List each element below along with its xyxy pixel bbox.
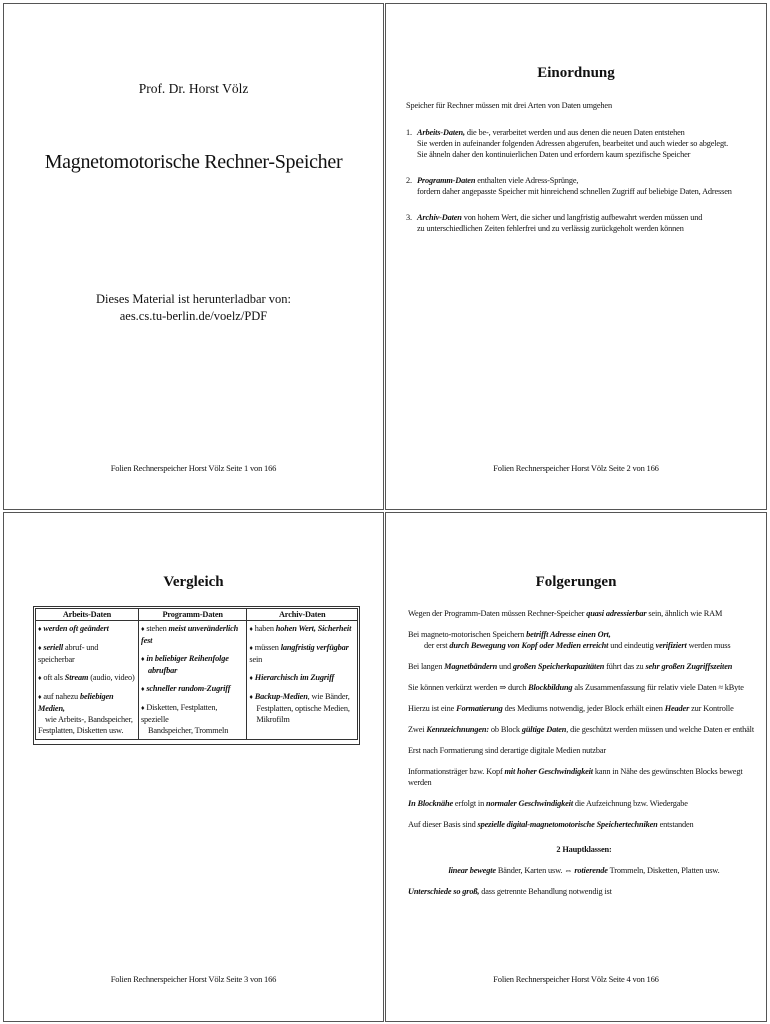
text-line: In Blocknähe erfolgt in normaler Geschwindigkeit die Aufzeichnung bzw. Wiedergabe bbox=[408, 799, 688, 808]
term: Archiv-Daten bbox=[417, 213, 462, 222]
text-line: Unterschiede so groß, dass getrennte Behandlung notwendig ist bbox=[408, 887, 612, 896]
text-line: Bei langen Magnetbändern und großen Speicherkapazitäten führt das zu sehr großen Zugriffszeiten bbox=[408, 662, 733, 671]
slide-3 bbox=[3, 512, 384, 1022]
slide-title: Folgerungen bbox=[535, 574, 617, 590]
column-header: Arbeits-Daten bbox=[36, 609, 139, 621]
slide-2 bbox=[385, 3, 767, 510]
slide-body bbox=[408, 608, 760, 897]
column-header: Archiv-Daten bbox=[247, 609, 358, 621]
table-header-row bbox=[36, 609, 358, 621]
slide-title: Vergleich bbox=[163, 574, 224, 590]
intro-text: Speicher für Rechner müssen mit drei Arten von Daten umgehen bbox=[406, 101, 612, 110]
text-line: Wegen der Programm-Daten müssen Rechner-Speicher quasi adressierbar sein, ähnlich wie RAM bbox=[408, 609, 723, 618]
slide-footer: Folien Rechnerspeicher Horst Völz Seite 3 von 166 bbox=[110, 974, 277, 984]
text-line: Hierzu ist eine Formatierung des Mediums notwendig, jeder Block erhält einen Header zur Kontrolle bbox=[408, 704, 734, 713]
term: Programm-Daten bbox=[417, 176, 476, 185]
text-line: Sie können verkürzt werden ⇒ durch Blockbildung als Zusammenfassung für relativ viele Daten ≈ kByte bbox=[408, 683, 744, 692]
slide-footer: Folien Rechnerspeicher Horst Völz Seite 1 von 166 bbox=[110, 463, 277, 473]
slide-footer: Folien Rechnerspeicher Horst Völz Seite 2 von 166 bbox=[493, 463, 659, 473]
text-line: Bei magneto-motorischen Speichern betrifft Adresse einen Ort, der erst durch Bewegung von Kopf oder Medien erreicht und eindeutig verifiziert werden muss bbox=[408, 630, 731, 650]
table-row bbox=[36, 621, 358, 740]
list-item: 3. Archiv-Daten von hohem Wert, die sicher und langfristig aufbewahrt werden müssen und zu unterschiedlichen Zeiten fehlerfrei und zu verlässig zurückgeholt werden können bbox=[406, 213, 703, 233]
download-url: aes.cs.tu-berlin.de/voelz/PDF bbox=[119, 309, 268, 323]
cell-arbeits-daten: ♦ werden oft geändert ♦ seriell abruf- und speicherbar ♦ oft als Stream (audio, video) ♦ auf nahezu beliebigen Medien, wie Arbeits-, Bandspeicher, Festplatten, Disketten usw. bbox=[36, 621, 139, 740]
slide-4 bbox=[385, 512, 767, 1022]
cell-archiv-daten: ♦ haben hohen Wert, Sicherheit ♦ müssen langfristig verfügbar sein ♦ Hierarchisch im Zugriff ♦ Backup-Medien, wie Bänder, Festplatten, optische Medien, Mikrofilm bbox=[247, 621, 358, 740]
term: Arbeits-Daten, bbox=[417, 128, 465, 137]
slide-title: Einordnung bbox=[537, 65, 615, 81]
text-line: Zwei Kennzeichnungen: ob Block gültige Daten, die geschützt werden müssen und welche Daten er enthält bbox=[408, 725, 754, 734]
slide-body bbox=[406, 100, 758, 234]
download-note bbox=[4, 291, 383, 325]
column-header: Programm-Daten bbox=[138, 609, 246, 621]
list-item: 1. Arbeits-Daten, die be-, verarbeitet werden und aus denen die neuen Daten entstehen Sie werden in aufeinander folgenden Adressen abgerufen, bearbeitet und auch wieder so abgelegt. Sie ähneln daher den kontinuierlichen Daten und erfordern kaum spezifische Speicher bbox=[406, 128, 729, 159]
text-line: Informationsträger bzw. Kopf mit hoher Geschwindigkeit kann in Nähe des gewünschten Blocks bewegt werden bbox=[408, 767, 743, 787]
slide-1 bbox=[3, 3, 384, 510]
text-line: Auf dieser Basis sind spezielle digital-magnetomotorische Speichertechniken entstanden bbox=[408, 820, 694, 829]
comparison-table bbox=[35, 608, 358, 740]
author: Prof. Dr. Horst Völz bbox=[138, 81, 249, 96]
document-title: Magnetomotorische Rechner-Speicher bbox=[44, 151, 343, 173]
cell-programm-daten: ♦ stehen meist unveränderlich fest ♦ in beliebiger Reihenfolge abrufbar ♦ schneller random-Zugriff ♦ Disketten, Festplatten, spezielle Bandspeicher, Trommeln bbox=[138, 621, 246, 740]
classes-line: linear bewegte Bänder, Karten usw. ⇔ rotierende Trommeln, Disketten, Platten usw. bbox=[448, 866, 720, 875]
list-item: 2. Programm-Daten enthalten viele Adress-Sprünge, fordern daher angepasste Speicher mit hinreichend schnellen Zugriff auf beliebige Daten, Adressen bbox=[406, 176, 732, 196]
download-line-1: Dieses Material ist herunterladbar von: bbox=[95, 292, 292, 306]
text-line: Erst nach Formatierung sind derartige digitale Medien nutzbar bbox=[408, 746, 606, 755]
slide-footer: Folien Rechnerspeicher Horst Völz Seite 4 von 166 bbox=[493, 974, 659, 984]
classes-heading: 2 Hauptklassen: bbox=[556, 845, 612, 854]
